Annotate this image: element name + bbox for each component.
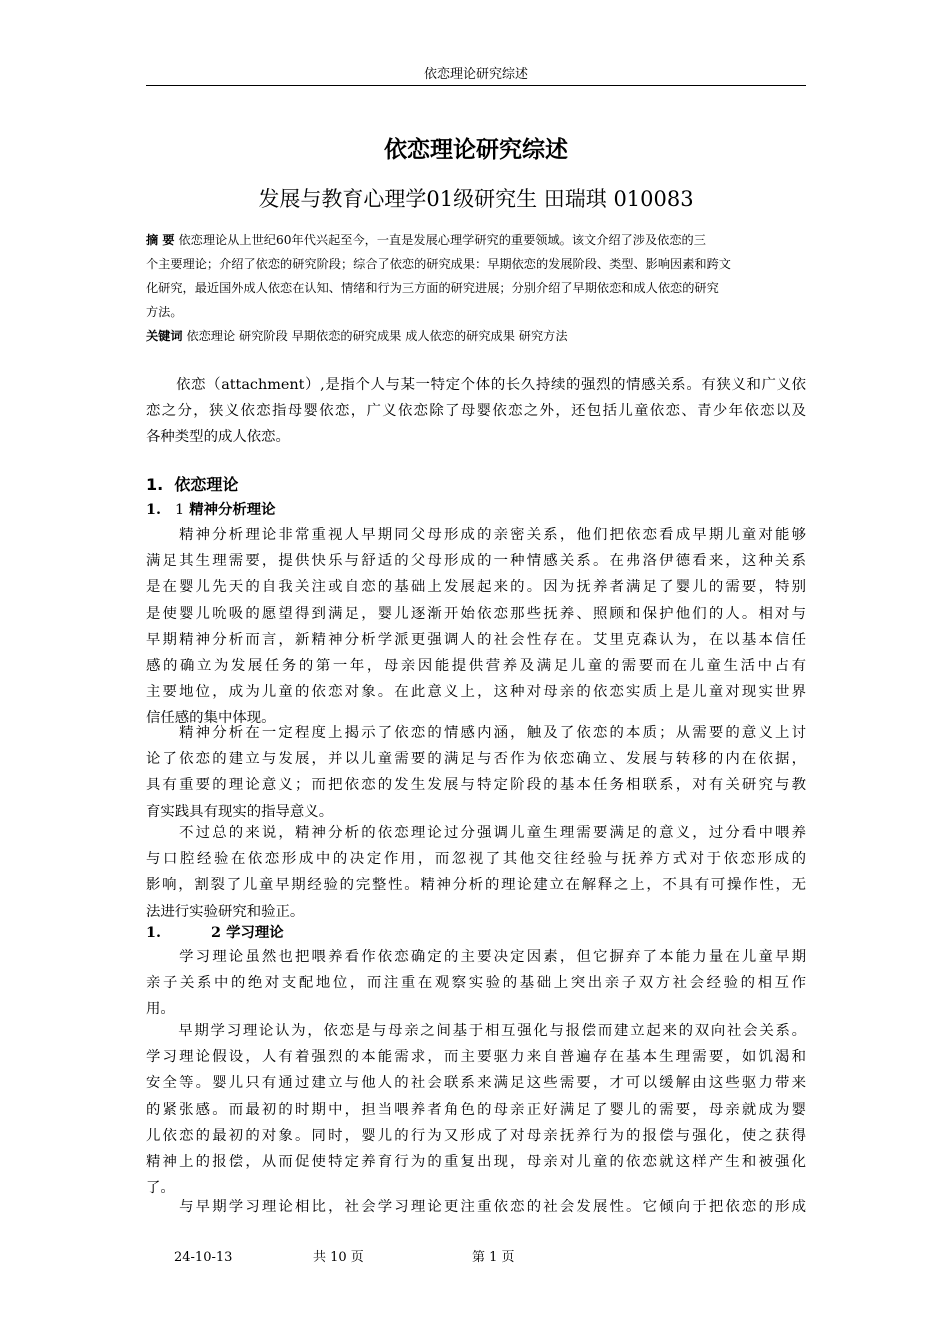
text-line: 精神分析理论非常重视人早期同父母形成的亲密关系，他们把依恋看成早期儿童对能够 — [146, 527, 806, 543]
text-line: 信任感的集中体现。 — [146, 710, 276, 727]
intro-paragraph — [146, 372, 806, 451]
paragraph — [146, 944, 806, 1023]
running-header: 依恋理论研究综述 — [423, 67, 528, 82]
text-line: 早期精神分析而言，新精神分析学派更强调人的社会性存在。艾里克森认为，在以基本信任 — [146, 631, 806, 648]
subsection-index: 2 — [211, 924, 222, 941]
text-line: 儿依恋的最初的对象。同时，婴儿的行为又形成了对母亲抚养行为的报偿与强化，使之获得 — [146, 1127, 806, 1144]
abstract-line: 化研究，最近国外成人依恋在认知、情绪和行为三方面的研究进展；分别介绍了早期依恋和成人依恋的研究 — [146, 281, 719, 295]
footer-page-number: 第 1 页 — [472, 1250, 515, 1265]
keywords — [146, 324, 806, 348]
subsection-title: 精神分析理论 — [189, 502, 276, 518]
footer-total-pages: 共 10 页 — [313, 1250, 364, 1265]
text-line: 论了依恋的建立与发展，并以儿童需要的满足与否作为依恋确立、发展与转移的内在依据， — [146, 751, 806, 768]
text-line: 主要地位，成为儿童的依恋对象。在此意义上，这种对母亲的依恋实质上是儿童对现实世界 — [146, 684, 806, 701]
header-rule — [146, 85, 806, 86]
text-line: 是在婴儿先天的自我关注或自恋的基础上发展起来的。因为抚养者满足了婴儿的需要，特别 — [146, 579, 806, 596]
text-line: 不过总的来说，精神分析的依恋理论过分强调儿童生理需要满足的意义，过分看中喂养 — [146, 825, 806, 841]
text-line: 恋之分，狭义依恋指母婴依恋，广义依恋除了母婴依恋之外，还包括儿童依恋、青少年依恋以及 — [146, 403, 806, 420]
text-line: 各种类型的成人依恋。 — [146, 429, 290, 446]
text-line: 与早期学习理论相比，社会学习理论更注重依恋的社会发展性。它倾向于把依恋的形成 — [146, 1199, 806, 1215]
text-line: 早期学习理论认为，依恋是与母亲之间基于相互强化与报偿而建立起来的双向社会关系。 — [146, 1023, 806, 1039]
text-line: 用。 — [146, 1001, 175, 1018]
abstract-label: 摘 要 — [146, 233, 175, 247]
abstract-line: 依恋理论从上世纪60年代兴起至今，一直是发展心理学研究的重要领域。该文介绍了涉及依恋的三 — [178, 233, 706, 247]
abstract-line: 个主要理论；介绍了依恋的研究阶段；综合了依恋的研究成果：早期依恋的发展阶段、类型、影响因素和跨文 — [146, 257, 731, 271]
subsection-title: 学习理论 — [226, 925, 284, 941]
text-line: 亲子关系中的绝对支配地位，而注重在观察实验的基础上突出亲子双方社会经验的相互作 — [146, 975, 806, 992]
text-line: 的紧张感。而最初的时期中，担当喂养者角色的母亲正好满足了婴儿的需要，母亲就成为婴 — [146, 1101, 806, 1118]
subsection-number: 1. — [146, 924, 162, 941]
text-line: 安全等。婴儿只有通过建立与他人的社会联系来满足这些需要，才可以缓解由这些驱力带来 — [146, 1075, 806, 1092]
text-line: 具有重要的理论意义；而把依恋的发生发展与特定阶段的基本任务相联系，对有关研究与教 — [146, 777, 806, 794]
text-line: 感的确立为发展任务的第一年，母亲因能提供营养及满足儿童的需要而在儿童生活中占有 — [146, 658, 806, 675]
text-line: 学习理论假设，人有着强烈的本能需求，而主要驱力来自普遍存在基本生理需要，如饥渴和 — [146, 1049, 806, 1066]
text-line: 精神分析在一定程度上揭示了依恋的情感内涵，触及了依恋的本质；从需要的意义上讨 — [146, 725, 806, 741]
text-line: 影响，割裂了儿童早期经验的完整性。精神分析的理论建立在解释之上，不具有可操作性，无 — [146, 877, 806, 894]
text-line: 法进行实验研究和验正。 — [146, 903, 305, 920]
keywords-label: 关键词 — [146, 329, 183, 343]
paragraph — [146, 522, 806, 732]
paragraph — [146, 720, 806, 825]
text-line: 满足其生理需要，提供快乐与舒适的父母形成的一种情感关系。在弗洛伊德看来，这种关系 — [146, 553, 806, 570]
section-number: 1. — [146, 475, 164, 494]
abstract-line: 方法。 — [146, 305, 183, 319]
text-line: 学习理论虽然也把喂养看作依恋确定的主要决定因素，但它摒弃了本能力量在儿童早期 — [146, 949, 806, 965]
subsection-number: 1. — [146, 501, 162, 518]
document-title: 依恋理论研究综述 — [384, 137, 568, 163]
subsection-heading — [146, 922, 284, 944]
text-line: 是使婴儿吮吸的愿望得到满足，婴儿逐渐开始依恋那些抚养、照顾和保护他们的人。相对与 — [146, 605, 806, 622]
abstract — [146, 228, 806, 324]
text-line: 精神上的报偿，从而促使特定养育行为的重复出现，母亲对儿童的依恋就这样产生和被强化 — [146, 1154, 806, 1171]
text-line: 依恋（attachment）,是指个人与某一特定个体的长久持续的强烈的情感关系。有狭义和广义依 — [146, 377, 806, 393]
author-line: 发展与教育心理学01级研究生 田瑞琪 010083 — [258, 187, 694, 211]
paragraph — [146, 1018, 806, 1201]
section-title: 依恋理论 — [174, 475, 239, 494]
subsection-index: 1 — [175, 502, 185, 518]
text-line: 与口腔经验在依恋形成中的决定作用，而忽视了其他交往经验与抚养方式对于依恋形成的 — [146, 851, 806, 868]
section-heading — [146, 474, 238, 496]
footer-date: 24-10-13 — [174, 1250, 233, 1265]
text-line: 了。 — [146, 1180, 175, 1197]
subsection-heading — [146, 499, 276, 521]
paragraph — [146, 1194, 806, 1220]
paragraph — [146, 820, 806, 925]
keywords-text: 依恋理论 研究阶段 早期依恋的研究成果 成人依恋的研究成果 研究方法 — [186, 329, 568, 343]
text-line: 育实践具有现实的指导意义。 — [146, 803, 334, 820]
